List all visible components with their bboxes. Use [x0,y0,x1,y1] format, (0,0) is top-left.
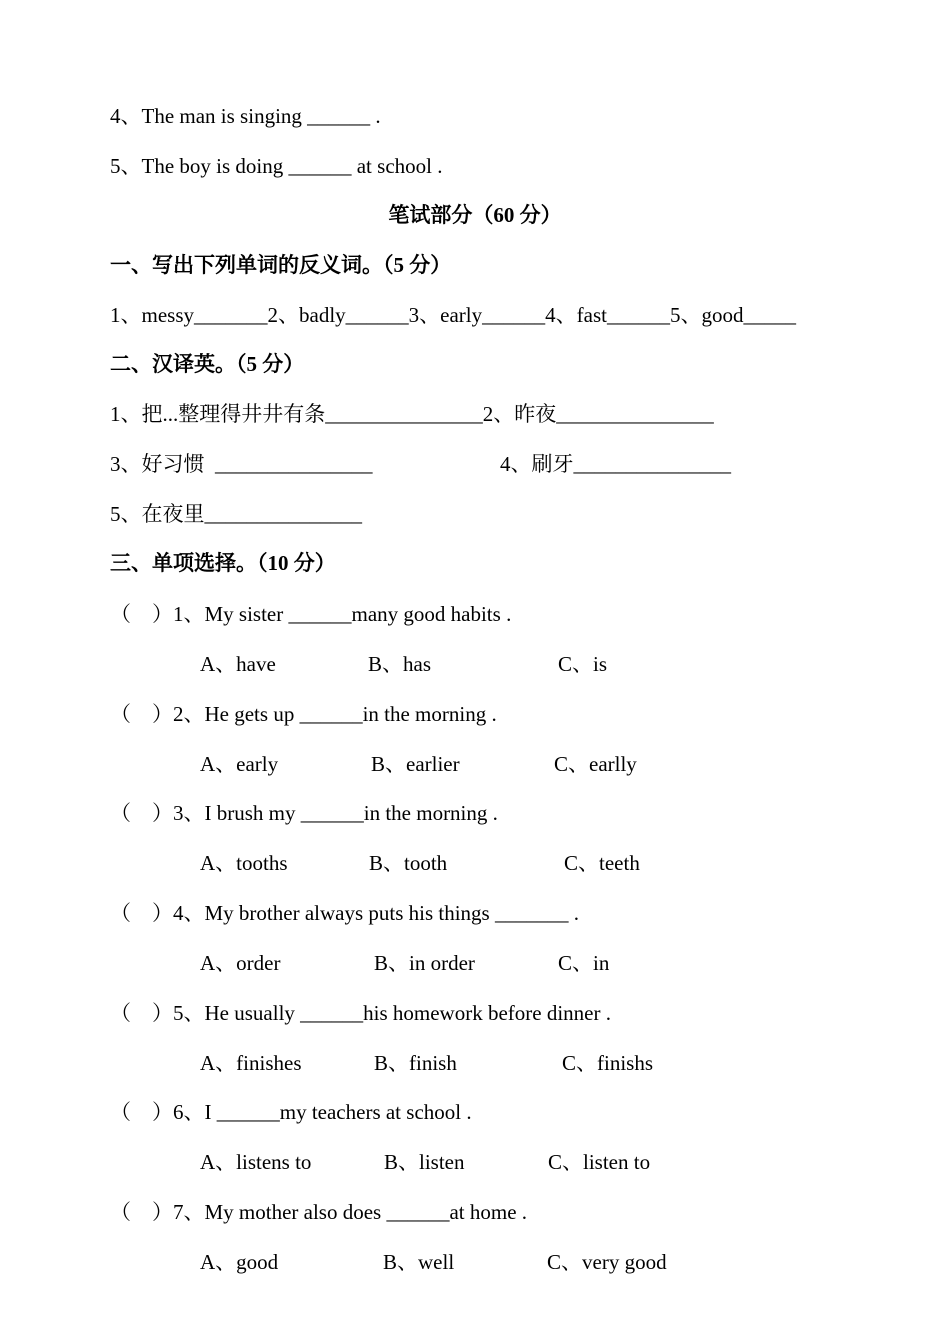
section2-item3: 3、好习惯 _______________ [110,452,373,476]
section1-heading: 一、写出下列单词的反义词。（5 分） [110,253,452,277]
question-1-option-b: B、has [368,652,431,676]
question-6-option-a: A、listens to [200,1150,312,1174]
section2-row1: 1、把...整理得井井有条_______________2、昨夜_______________ [110,402,714,426]
question-4-option-a: A、order [200,951,281,975]
listening-item-5: 5、The boy is doing ______ at school . [110,154,443,178]
question-3-option-b: B、tooth [369,851,448,875]
question-5-option-a: A、finishes [200,1051,302,1075]
question-7-option-c: C、very good [547,1250,667,1274]
question-5-option-c: C、finishs [562,1051,654,1075]
question-7-option-a: A、good [200,1250,279,1274]
question-5-stem: （ ）5、He usually ______his homework before dinner . [110,1001,611,1025]
question-4-option-c: C、in [558,951,610,975]
question-7-stem: （ ）7、My mother also does ______at home . [110,1200,528,1224]
question-1-stem: （ ）1、My sister ______many good habits . [110,602,512,626]
written-part-title: 笔试部分（60 分） [388,203,562,227]
question-3-option-c: C、teeth [564,851,640,875]
question-5-option-b: B、finish [374,1051,457,1075]
question-7-option-b: B、well [383,1250,455,1274]
question-1-option-a: A、have [200,652,276,676]
question-1-option-c: C、is [558,652,608,676]
question-2-option-a: A、early [200,752,279,776]
section3-heading: 三、单项选择。（10 分） [110,551,336,575]
question-6-stem: （ ）6、I ______my teachers at school . [110,1100,472,1124]
question-2-stem: （ ）2、He gets up ______in the morning . [110,702,497,726]
question-2-option-c: C、earlly [554,752,637,776]
question-4-stem: （ ）4、My brother always puts his things _______ . [110,901,579,925]
question-2-option-b: B、earlier [371,752,460,776]
question-4-option-b: B、in order [374,951,475,975]
section1-items: 1、messy_______2、badly______3、early______4、fast______5、good_____ [110,303,796,327]
question-3-stem: （ ）3、I brush my ______in the morning . [110,801,498,825]
question-3-option-a: A、tooths [200,851,288,875]
section2-item4: 4、刷牙_______________ [500,452,731,476]
section2-heading: 二、汉译英。（5 分） [110,352,305,376]
question-6-option-c: C、listen to [548,1150,651,1174]
listening-item-4: 4、The man is singing ______ . [110,104,381,128]
section2-item5: 5、在夜里_______________ [110,502,362,526]
question-6-option-b: B、listen [384,1150,465,1174]
